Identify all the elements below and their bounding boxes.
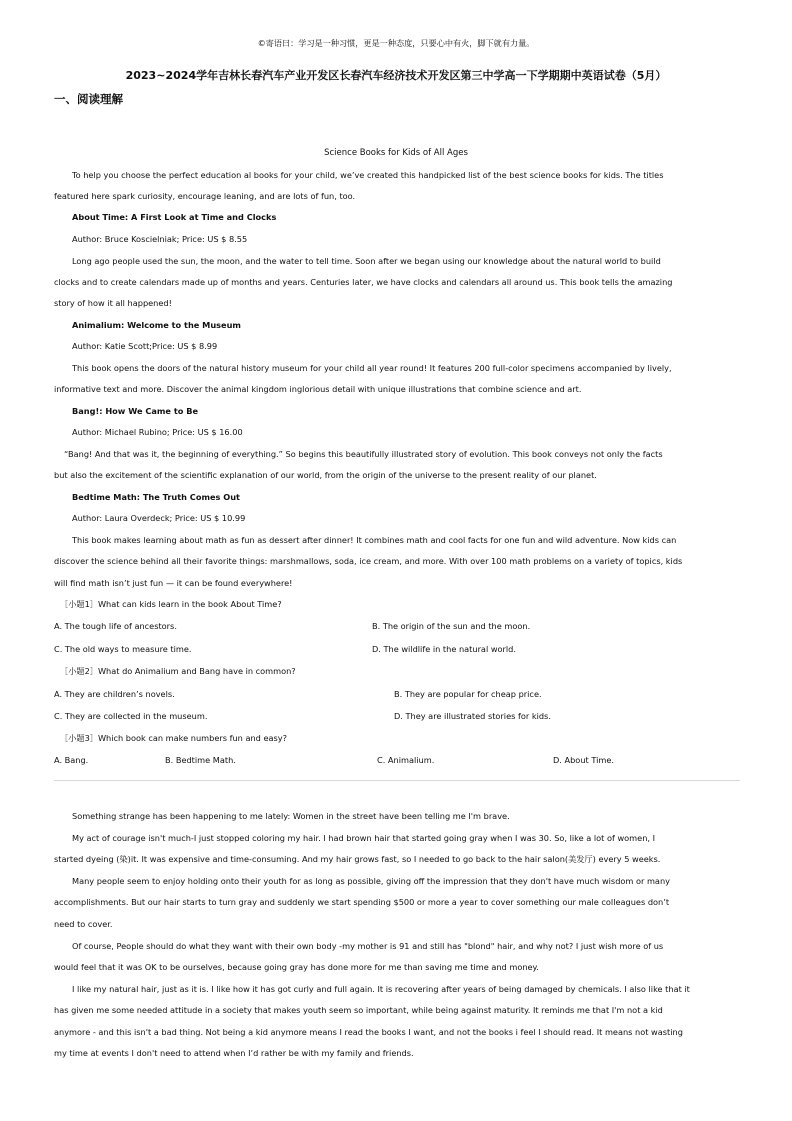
- passage-divider: [54, 780, 740, 781]
- book-desc-line: “Bang! And that was it, the beginning of everything.” So begins this beautifully illustrated story of evolution. This book conveys not only the facts: [64, 449, 663, 459]
- book-author-about-time: Author: Bruce Koscielniak; Price: US $ 8.55: [72, 234, 248, 244]
- motto-header: ©寄语曰：学习是一种习惯，更是一种态度，只要心中有火，脚下就有力量。: [257, 38, 535, 48]
- passage2-line: would feel that it was OK to be ourselves, because going gray has done more for me than saving me time and money.: [54, 962, 539, 972]
- question-2-option-d[interactable]: D. They are illustrated stories for kids.: [394, 711, 551, 721]
- question-2-option-b[interactable]: B. They are popular for cheap price.: [394, 689, 542, 699]
- book-desc-line: This book makes learning about math as fun as dessert after dinner! It combines math and cool facts for one fun and wild adventure. Now kids can: [72, 535, 677, 545]
- passage2-line: my time at events I don't need to attend when I’d rather be with my family and friends.: [54, 1048, 414, 1058]
- question-1-option-b[interactable]: B. The origin of the sun and the moon.: [372, 621, 531, 631]
- exam-title: 2023~2024学年吉林长春汽车产业开发区长春汽车经济技术开发区第三中学高一下学期期中英语试卷（5月）: [125, 69, 667, 82]
- book-desc-line: clocks and to create calendars made up of months and years. Centuries later, we have clocks and calendars all around us. This book tells the amazing: [54, 277, 673, 287]
- passage2-line: started dyeing (染)it. It was expensive and time-consuming. And my hair grows fast, so I needed to go back to the hair salon(美发厅) every 5 weeks.: [54, 854, 661, 864]
- passage2-line: Many people seem to enjoy holding onto their youth for as long as possible, giving off the impression that they don't have much wisdom or many: [72, 876, 670, 886]
- question-3-stem: ［小题3］Which book can make numbers fun and easy?: [60, 733, 287, 743]
- passage2-line: anymore - and this isn't a bad thing. Not being a kid anymore means I read the books I want, and not the books i feel I should read. It means not wasting: [54, 1027, 683, 1037]
- passage2-line: Something strange has been happening to me lately: Women in the street have been telling me I'm brave.: [72, 811, 510, 821]
- book-desc-line: Long ago people used the sun, the moon, and the water to tell time. Soon after we began using our knowledge about the natural world to build: [72, 256, 661, 266]
- intro-line-2: featured here spark curiosity, encourage leaning, and are lots of fun, too.: [54, 191, 356, 201]
- passage2-line: accomplishments. But our hair starts to turn gray and suddenly we start spending $500 or more a year to cover something our male colleagues don’t: [54, 897, 670, 907]
- book-desc-line: will find math isn’t just fun — it can be found everywhere!: [54, 578, 293, 588]
- book-title-animalium: Animalium: Welcome to the Museum: [72, 320, 241, 330]
- question-1-option-d[interactable]: D. The wildlife in the natural world.: [372, 644, 516, 654]
- question-3-option-a[interactable]: A. Bang.: [54, 755, 89, 765]
- question-3-option-c[interactable]: C. Animalium.: [377, 755, 435, 765]
- question-3-option-d[interactable]: D. About Time.: [553, 755, 614, 765]
- book-desc-line: but also the excitement of the scientific explanation of our world, from the origin of the universe to the present reality of our planet.: [54, 470, 597, 480]
- passage2-line: I like my natural hair, just as it is. I like how it has got curly and full again. It is recovering after years of being damaged by chemicals. I also like that it: [72, 984, 690, 994]
- passage2-line: Of course, People should do what they want with their own body -my mother is 91 and still has "blond" hair, and why not? I just wish more of us: [72, 941, 664, 951]
- question-3-option-b[interactable]: B. Bedtime Math.: [165, 755, 236, 765]
- book-desc-line: discover the science behind all their favorite things: marshmallows, soda, ice cream, and more. With over 100 math problems on a variety of topics, kids: [54, 556, 683, 566]
- question-2-stem: ［小题2］What do Animalium and Bang have in common?: [60, 666, 296, 676]
- intro-line-1: To help you choose the perfect education al books for your child, we’ve created this handpicked list of the best science books for kids. The titles: [72, 170, 664, 180]
- question-1-stem: ［小题1］What can kids learn in the book About Time?: [60, 599, 282, 609]
- book-author-bang: Author: Michael Rubino; Price: US $ 16.00: [72, 427, 243, 437]
- question-1-option-a[interactable]: A. The tough life of ancestors.: [54, 621, 177, 631]
- passage-title: Science Books for Kids of All Ages: [324, 148, 468, 158]
- book-desc-line: This book opens the doors of the natural history museum for your child all year round! It features 200 full-color specimens accompanied by lively,: [72, 363, 672, 373]
- book-author-bedtime-math: Author: Laura Overdeck; Price: US $ 10.99: [72, 513, 246, 523]
- question-2-option-a[interactable]: A. They are children’s novels.: [54, 689, 175, 699]
- passage2-line: has given me some needed attitude in a society that makes youth seem so important, while being against maturity. It reminds me that I'm not a kid: [54, 1005, 663, 1015]
- book-author-animalium: Author: Katie Scott;Price: US $ 8.99: [72, 341, 218, 351]
- book-desc-line: informative text and more. Discover the animal kingdom inglorious detail with unique illustrations that combine science and art.: [54, 384, 582, 394]
- book-desc-line: story of how it all happened!: [54, 298, 172, 308]
- question-2-option-c[interactable]: C. They are collected in the museum.: [54, 711, 208, 721]
- passage2-line: My act of courage isn't much-I just stopped coloring my hair. I had brown hair that started going gray when I was 30. So, like a lot of women, I: [72, 833, 655, 843]
- book-title-about-time: About Time: A First Look at Time and Clocks: [72, 212, 277, 222]
- question-1-option-c[interactable]: C. The old ways to measure time.: [54, 644, 192, 654]
- passage2-line: need to cover.: [54, 919, 113, 929]
- book-title-bedtime-math: Bedtime Math: The Truth Comes Out: [72, 492, 240, 502]
- book-title-bang: Bang!: How We Came to Be: [72, 406, 198, 416]
- section-heading: 一、阅读理解: [54, 92, 123, 106]
